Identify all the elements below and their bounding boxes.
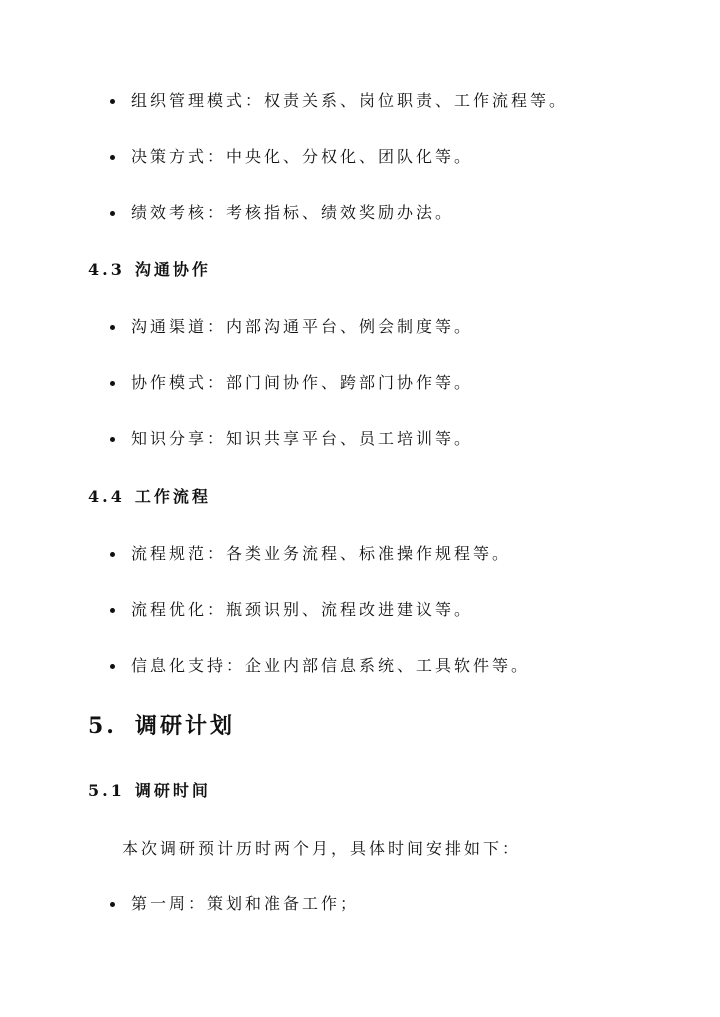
list-item-text: 流程规范：各类业务流程、标准操作规程等。 bbox=[131, 543, 512, 563]
section-title: 工作流程 bbox=[134, 487, 211, 506]
list-item bbox=[110, 199, 454, 223]
bullet-dot bbox=[110, 664, 115, 669]
section-heading-4-3 bbox=[88, 257, 211, 280]
bullet-dot bbox=[110, 381, 115, 386]
list-item bbox=[110, 596, 473, 620]
list-item bbox=[110, 87, 568, 111]
bullet-dot bbox=[110, 437, 115, 442]
list-item bbox=[110, 143, 473, 167]
chapter-number: 5. bbox=[88, 713, 117, 739]
bullet-dot bbox=[110, 211, 115, 216]
section-number: 5.1 bbox=[88, 781, 125, 800]
list-item-text: 协作模式：部门间协作、跨部门协作等。 bbox=[131, 372, 474, 392]
chapter-heading-5 bbox=[88, 709, 235, 740]
list-item bbox=[110, 652, 530, 676]
bullet-dot bbox=[110, 99, 115, 104]
section-title: 沟通协作 bbox=[134, 260, 211, 279]
list-item bbox=[110, 313, 473, 337]
section-title: 调研时间 bbox=[134, 781, 211, 800]
section-heading-5-1 bbox=[88, 778, 211, 801]
list-item-text: 第一周：策划和准备工作； bbox=[131, 893, 360, 913]
section-number: 4.3 bbox=[88, 260, 125, 279]
section-number: 4.4 bbox=[88, 487, 125, 506]
chapter-title: 调研计划 bbox=[134, 713, 235, 739]
list-item-text: 组织管理模式：权责关系、岗位职责、工作流程等。 bbox=[131, 90, 569, 110]
list-item bbox=[110, 890, 359, 914]
list-item bbox=[110, 425, 473, 449]
section-heading-4-4 bbox=[88, 484, 211, 507]
list-item-text: 知识分享：知识共享平台、员工培训等。 bbox=[131, 428, 474, 448]
list-item bbox=[110, 369, 473, 393]
list-item-text: 沟通渠道：内部沟通平台、例会制度等。 bbox=[131, 316, 474, 336]
bullet-dot bbox=[110, 552, 115, 557]
paragraph: 本次调研预计历时两个月，具体时间安排如下： bbox=[122, 839, 522, 858]
bullet-dot bbox=[110, 325, 115, 330]
bullet-dot bbox=[110, 902, 115, 907]
list-item-text: 流程优化：瓶颈识别、流程改进建议等。 bbox=[131, 599, 474, 619]
list-item bbox=[110, 540, 511, 564]
bullet-dot bbox=[110, 155, 115, 160]
bullet-dot bbox=[110, 608, 115, 613]
list-item-text: 绩效考核：考核指标、绩效奖励办法。 bbox=[131, 202, 455, 222]
list-item-text: 决策方式：中央化、分权化、团队化等。 bbox=[131, 146, 474, 166]
list-item-text: 信息化支持：企业内部信息系统、工具软件等。 bbox=[131, 655, 531, 675]
